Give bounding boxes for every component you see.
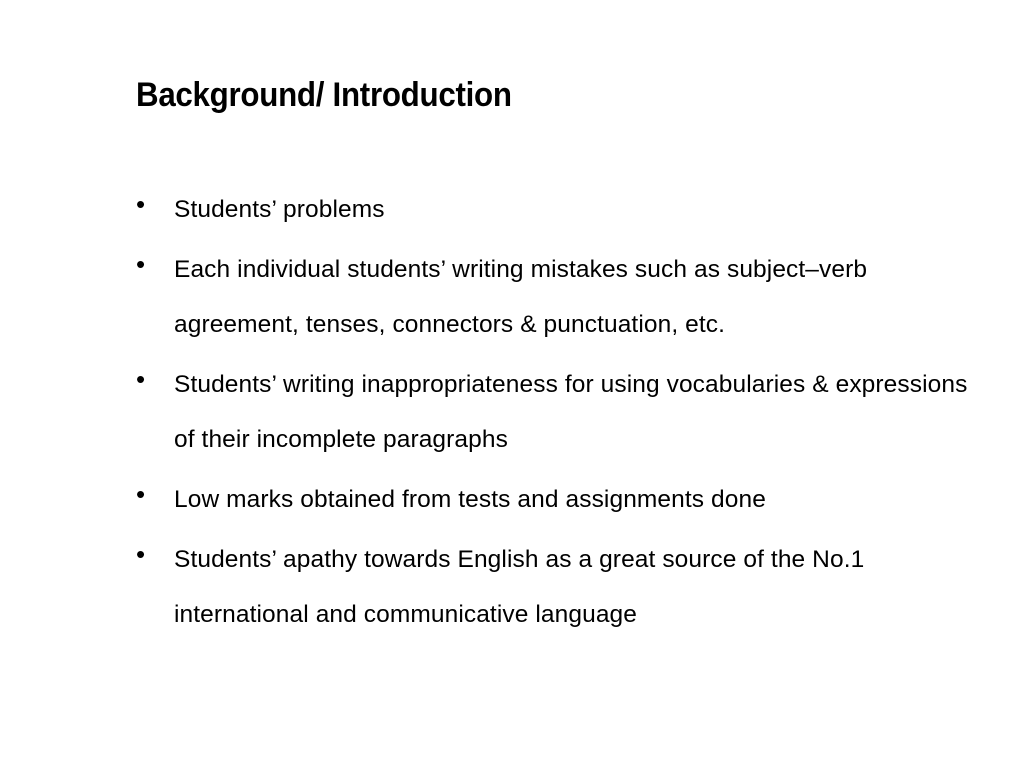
bullet-text: Students’ writing inappropriateness for using vocabularies & expressions of their incomplete paragraphs bbox=[174, 371, 968, 453]
list-item bbox=[136, 357, 976, 467]
bullet-list bbox=[136, 188, 976, 653]
slide-title: Background/ Introduction bbox=[136, 76, 512, 114]
list-item bbox=[136, 242, 976, 352]
bullet-dot-icon: • bbox=[136, 249, 146, 279]
bullet-dot-icon: • bbox=[136, 479, 146, 509]
list-item bbox=[136, 472, 976, 527]
bullet-text: Each individual students’ writing mistakes such as subject–verb agreement, tenses, connectors & punctuation, etc. bbox=[174, 256, 868, 338]
bullet-dot-icon: • bbox=[136, 364, 146, 394]
list-item bbox=[136, 182, 976, 237]
list-item bbox=[136, 532, 976, 642]
bullet-text: Students’ apathy towards English as a great source of the No.1 international and communicative language bbox=[174, 546, 865, 628]
bullet-text: Low marks obtained from tests and assignments done bbox=[174, 486, 766, 513]
bullet-dot-icon: • bbox=[136, 189, 146, 219]
bullet-text: Students’ problems bbox=[174, 196, 385, 223]
bullet-dot-icon: • bbox=[136, 539, 146, 569]
